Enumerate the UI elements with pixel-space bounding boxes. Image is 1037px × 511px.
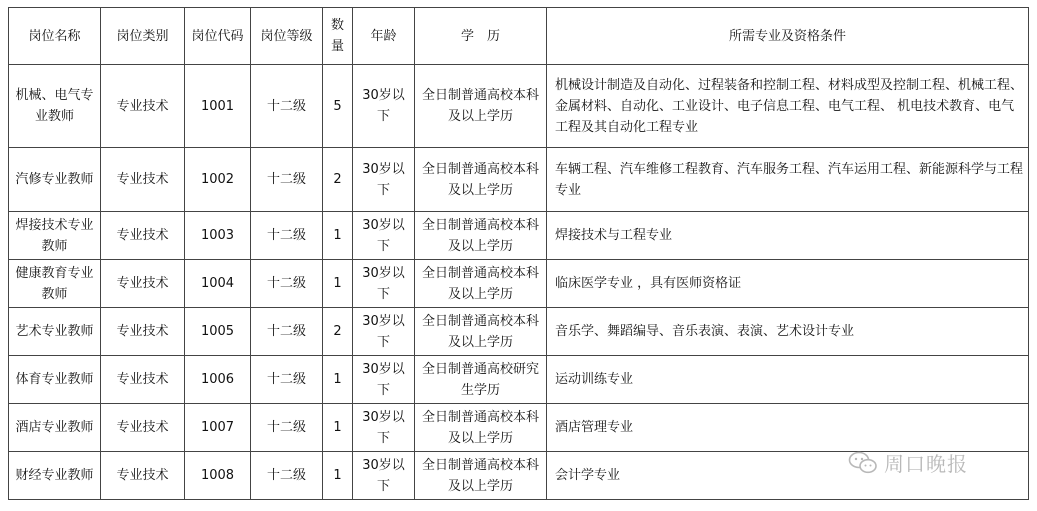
cell-code: 1005: [185, 308, 251, 356]
cell-education: 全日制普通高校本科及以上学历: [415, 308, 547, 356]
cell-count: 2: [323, 148, 353, 212]
cell-code: 1006: [185, 356, 251, 404]
table-row: [9, 260, 1029, 308]
cell-name: 财经专业教师: [9, 452, 101, 500]
header-level: 岗位等级: [251, 8, 323, 65]
cell-requirements: 酒店管理专业: [547, 404, 1029, 452]
cell-level: 十二级: [251, 308, 323, 356]
cell-age: 30岁以下: [353, 452, 415, 500]
cell-requirements: 音乐学、舞蹈编导、音乐表演、表演、艺术设计专业: [547, 308, 1029, 356]
cell-category: 专业技术: [101, 404, 185, 452]
cell-name: 机械、电气专业教师: [9, 65, 101, 148]
cell-education: 全日制普通高校本科及以上学历: [415, 404, 547, 452]
cell-requirements: 焊接技术与工程专业: [547, 212, 1029, 260]
cell-count: 1: [323, 452, 353, 500]
table-row: [9, 212, 1029, 260]
table-row: [9, 65, 1029, 148]
cell-education: 全日制普通高校本科及以上学历: [415, 452, 547, 500]
cell-age: 30岁以下: [353, 148, 415, 212]
cell-requirements: 临床医学专业 ，具有医师资格证: [547, 260, 1029, 308]
cell-name: 健康教育专业教师: [9, 260, 101, 308]
cell-level: 十二级: [251, 356, 323, 404]
cell-level: 十二级: [251, 404, 323, 452]
header-category: 岗位类别: [101, 8, 185, 65]
cell-category: 专业技术: [101, 308, 185, 356]
cell-age: 30岁以下: [353, 308, 415, 356]
cell-age: 30岁以下: [353, 404, 415, 452]
job-positions-table: [8, 7, 1029, 500]
table-row: [9, 308, 1029, 356]
cell-code: 1007: [185, 404, 251, 452]
wechat-icon: [848, 451, 878, 475]
cell-age: 30岁以下: [353, 260, 415, 308]
cell-education: 全日制普通高校本科及以上学历: [415, 212, 547, 260]
header-code: 岗位代码: [185, 8, 251, 65]
header-row: [9, 8, 1029, 65]
header-count: 数量: [323, 8, 353, 65]
cell-count: 5: [323, 65, 353, 148]
cell-level: 十二级: [251, 148, 323, 212]
header-name: 岗位名称: [9, 8, 101, 65]
header-age: 年龄: [353, 8, 415, 65]
cell-education: 全日制普通高校研究生学历: [415, 356, 547, 404]
cell-count: 1: [323, 356, 353, 404]
cell-name: 焊接技术专业教师: [9, 212, 101, 260]
header-requirements: 所需专业及资格条件: [547, 8, 1029, 65]
cell-category: 专业技术: [101, 65, 185, 148]
table-row: [9, 148, 1029, 212]
cell-count: 1: [323, 404, 353, 452]
cell-name: 艺术专业教师: [9, 308, 101, 356]
cell-age: 30岁以下: [353, 356, 415, 404]
table-row: [9, 356, 1029, 404]
cell-level: 十二级: [251, 212, 323, 260]
cell-code: 1001: [185, 65, 251, 148]
table-body: [9, 65, 1029, 500]
cell-requirements: 运动训练专业: [547, 356, 1029, 404]
cell-category: 专业技术: [101, 148, 185, 212]
cell-code: 1004: [185, 260, 251, 308]
cell-count: 2: [323, 308, 353, 356]
cell-education: 全日制普通高校本科及以上学历: [415, 148, 547, 212]
cell-code: 1008: [185, 452, 251, 500]
cell-name: 酒店专业教师: [9, 404, 101, 452]
cell-name: 汽修专业教师: [9, 148, 101, 212]
cell-category: 专业技术: [101, 356, 185, 404]
cell-count: 1: [323, 260, 353, 308]
header-education: 学 历: [415, 8, 547, 65]
cell-requirements: 车辆工程、汽车维修工程教育、汽车服务工程、汽车运用工程、新能源科学与工程专业: [547, 148, 1029, 212]
cell-name: 体育专业教师: [9, 356, 101, 404]
cell-requirements: 机械设计制造及自动化、过程装备和控制工程、材料成型及控制工程、机械工程、金属材料、自动化、工业设计、电子信息工程、电气工程、 机电技术教育、电气工程及其自动化工程专业: [547, 65, 1029, 148]
cell-level: 十二级: [251, 65, 323, 148]
cell-code: 1002: [185, 148, 251, 212]
table-row: [9, 404, 1029, 452]
cell-education: 全日制普通高校本科及以上学历: [415, 260, 547, 308]
cell-category: 专业技术: [101, 452, 185, 500]
cell-level: 十二级: [251, 260, 323, 308]
cell-count: 1: [323, 212, 353, 260]
cell-age: 30岁以下: [353, 212, 415, 260]
cell-category: 专业技术: [101, 260, 185, 308]
cell-education: 全日制普通高校本科及以上学历: [415, 65, 547, 148]
cell-age: 30岁以下: [353, 65, 415, 148]
cell-level: 十二级: [251, 452, 323, 500]
cell-code: 1003: [185, 212, 251, 260]
watermark: [848, 448, 968, 477]
watermark-text: 周口晚报: [884, 452, 968, 476]
cell-requirements: 会计学专业: [547, 452, 1029, 500]
cell-category: 专业技术: [101, 212, 185, 260]
